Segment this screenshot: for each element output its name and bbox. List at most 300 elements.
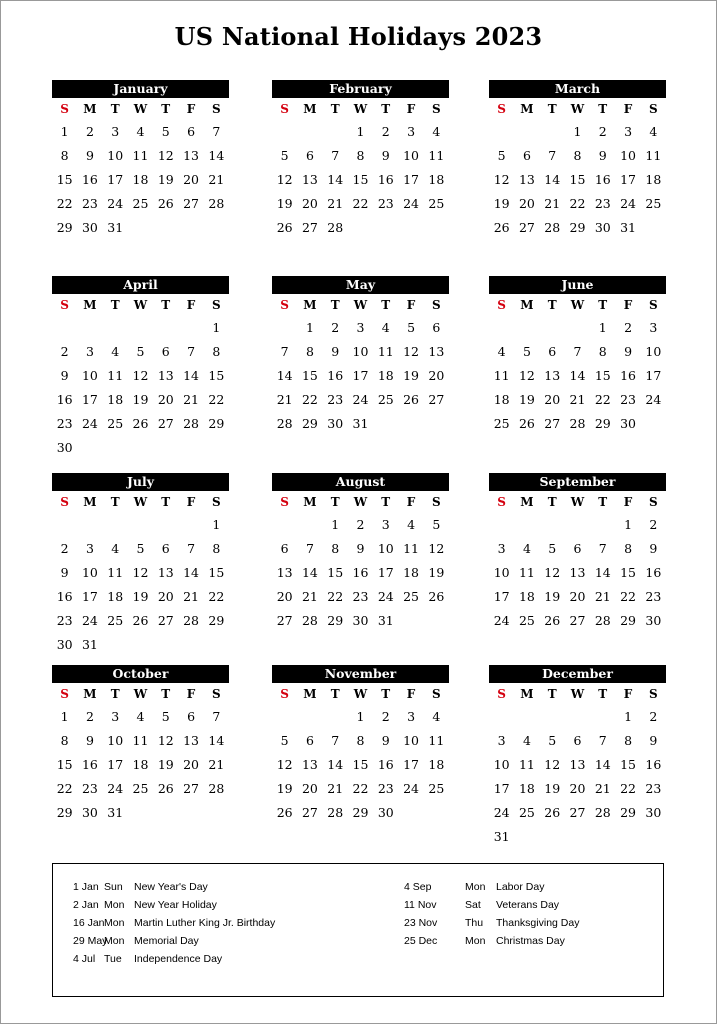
month-header: December bbox=[489, 665, 666, 683]
day-cell: 8 bbox=[305, 343, 314, 359]
week-row bbox=[272, 315, 449, 339]
day-cell: 30 bbox=[327, 415, 344, 431]
weekday-header-row bbox=[52, 295, 229, 315]
weekday-label: W bbox=[353, 687, 368, 701]
holiday-weekday: Sun bbox=[104, 881, 123, 893]
month-header: October bbox=[52, 665, 229, 683]
day-cell: 1 bbox=[624, 516, 633, 532]
day-cell: 13 bbox=[301, 756, 318, 772]
day-cell: 2 bbox=[381, 708, 390, 724]
day-cell: 20 bbox=[569, 588, 586, 604]
holiday-date: 25 Dec bbox=[404, 935, 438, 947]
weekday-label: S bbox=[648, 495, 658, 509]
day-cell: 9 bbox=[331, 343, 340, 359]
week-row bbox=[272, 387, 449, 411]
day-cell: 31 bbox=[352, 415, 369, 431]
day-cell: 31 bbox=[107, 804, 124, 820]
holiday-date: 4 Jul bbox=[73, 953, 96, 965]
weekday-label: S bbox=[431, 495, 441, 509]
day-cell: 16 bbox=[56, 588, 73, 604]
day-cell: 23 bbox=[377, 195, 394, 211]
day-cell: 18 bbox=[518, 588, 535, 604]
day-cell: 20 bbox=[428, 367, 445, 383]
weekday-label: M bbox=[303, 687, 317, 701]
weekday-label: T bbox=[161, 298, 171, 312]
day-cell: 11 bbox=[132, 147, 149, 163]
day-cell: 25 bbox=[132, 780, 149, 796]
day-cell: 1 bbox=[60, 123, 69, 139]
day-cell: 4 bbox=[111, 540, 120, 556]
day-cell: 2 bbox=[85, 708, 94, 724]
day-cell: 28 bbox=[327, 804, 344, 820]
day-cell: 24 bbox=[107, 195, 124, 211]
day-cell: 28 bbox=[301, 612, 318, 628]
day-cell: 30 bbox=[645, 804, 662, 820]
weekday-label: T bbox=[161, 495, 171, 509]
day-cell: 6 bbox=[432, 319, 441, 335]
day-cell: 10 bbox=[493, 756, 510, 772]
month-header: March bbox=[489, 80, 666, 98]
weekday-label: S bbox=[497, 495, 506, 509]
weekday-header-row bbox=[272, 684, 449, 704]
weekday-label: W bbox=[133, 495, 148, 509]
day-cell: 7 bbox=[573, 343, 582, 359]
day-cell: 30 bbox=[377, 804, 394, 820]
day-cell: 17 bbox=[493, 588, 510, 604]
week-row bbox=[272, 167, 449, 191]
weekday-label: M bbox=[83, 298, 97, 312]
week-row bbox=[489, 411, 666, 435]
weekday-label: S bbox=[211, 687, 221, 701]
day-cell: 10 bbox=[81, 564, 98, 580]
day-cell: 20 bbox=[157, 391, 174, 407]
day-cell: 20 bbox=[518, 195, 535, 211]
holiday-name: Thanksgiving Day bbox=[496, 917, 580, 929]
day-cell: 14 bbox=[276, 367, 293, 383]
week-row bbox=[272, 119, 449, 143]
day-cell: 7 bbox=[548, 147, 557, 163]
day-cell: 25 bbox=[518, 804, 535, 820]
weekday-label: S bbox=[648, 687, 658, 701]
holiday-name: Christmas Day bbox=[496, 935, 565, 947]
week-row bbox=[272, 143, 449, 167]
week-row bbox=[489, 584, 666, 608]
month-october bbox=[52, 665, 229, 824]
day-cell: 2 bbox=[649, 708, 658, 724]
weekday-label: W bbox=[570, 687, 585, 701]
weekday-label: T bbox=[598, 495, 608, 509]
day-cell: 21 bbox=[327, 780, 344, 796]
day-cell: 5 bbox=[161, 123, 170, 139]
day-cell: 31 bbox=[107, 219, 124, 235]
weekday-label: S bbox=[280, 687, 289, 701]
day-cell: 10 bbox=[81, 367, 98, 383]
day-cell: 27 bbox=[157, 415, 174, 431]
weekday-label: S bbox=[60, 102, 69, 116]
day-cell: 14 bbox=[183, 564, 199, 580]
day-cell: 19 bbox=[157, 756, 174, 772]
weekday-label: F bbox=[623, 687, 633, 701]
day-cell: 14 bbox=[594, 564, 611, 580]
day-cell: 30 bbox=[620, 415, 636, 431]
weekday-header-row bbox=[489, 684, 666, 704]
day-cell: 25 bbox=[377, 391, 394, 407]
day-cell: 29 bbox=[620, 612, 636, 628]
day-cell: 3 bbox=[624, 123, 633, 139]
month-header: August bbox=[272, 473, 449, 491]
day-cell: 3 bbox=[356, 319, 365, 335]
day-cell: 17 bbox=[620, 171, 636, 187]
weekday-label: T bbox=[547, 495, 557, 509]
month-header: April bbox=[52, 276, 229, 294]
week-row bbox=[272, 560, 449, 584]
weekday-label: T bbox=[598, 687, 608, 701]
weekday-label: F bbox=[406, 298, 416, 312]
day-cell: 29 bbox=[208, 612, 225, 628]
day-cell: 22 bbox=[620, 780, 636, 796]
day-cell: 18 bbox=[493, 391, 510, 407]
day-cell: 31 bbox=[81, 636, 98, 652]
day-cell: 9 bbox=[356, 540, 365, 556]
day-cell: 2 bbox=[649, 516, 658, 532]
day-cell: 27 bbox=[301, 804, 318, 820]
day-cell: 1 bbox=[624, 708, 633, 724]
day-cell: 19 bbox=[276, 780, 293, 796]
day-cell: 28 bbox=[569, 415, 586, 431]
day-cell: 23 bbox=[645, 588, 662, 604]
week-row bbox=[489, 536, 666, 560]
holiday-weekday: Sat bbox=[465, 899, 481, 911]
day-cell: 21 bbox=[544, 195, 561, 211]
day-cell: 14 bbox=[301, 564, 318, 580]
day-cell: 9 bbox=[60, 564, 69, 580]
day-cell: 11 bbox=[518, 564, 535, 580]
day-cell: 9 bbox=[381, 732, 390, 748]
week-row bbox=[489, 363, 666, 387]
day-cell: 7 bbox=[331, 147, 340, 163]
weekday-label: M bbox=[520, 687, 534, 701]
page-title: US National Holidays 2023 bbox=[174, 22, 543, 51]
weekday-label: W bbox=[570, 495, 585, 509]
day-cell: 15 bbox=[352, 756, 369, 772]
day-cell: 23 bbox=[594, 195, 611, 211]
day-cell: 3 bbox=[407, 708, 416, 724]
day-cell: 7 bbox=[305, 540, 314, 556]
day-cell: 8 bbox=[624, 540, 633, 556]
weekday-label: S bbox=[431, 687, 441, 701]
day-cell: 1 bbox=[212, 516, 221, 532]
week-row bbox=[272, 411, 449, 435]
day-cell: 14 bbox=[569, 367, 586, 383]
day-cell: 19 bbox=[403, 367, 419, 383]
day-cell: 29 bbox=[56, 804, 73, 820]
day-cell: 23 bbox=[327, 391, 344, 407]
holiday-weekday: Mon bbox=[104, 935, 125, 947]
day-cell: 18 bbox=[377, 367, 394, 383]
day-cell: 21 bbox=[208, 756, 225, 772]
day-cell: 10 bbox=[493, 564, 510, 580]
day-cell: 7 bbox=[212, 708, 221, 724]
day-cell: 10 bbox=[377, 540, 394, 556]
holiday-name: Labor Day bbox=[496, 881, 545, 893]
day-cell: 22 bbox=[620, 588, 636, 604]
day-cell: 29 bbox=[56, 219, 73, 235]
day-cell: 22 bbox=[569, 195, 586, 211]
day-cell: 21 bbox=[301, 588, 318, 604]
day-cell: 20 bbox=[183, 756, 199, 772]
month-may bbox=[272, 276, 449, 435]
weekday-header-row bbox=[489, 99, 666, 119]
day-cell: 3 bbox=[497, 540, 506, 556]
weekday-label: W bbox=[353, 298, 368, 312]
day-cell: 16 bbox=[81, 756, 98, 772]
week-row bbox=[489, 512, 666, 536]
day-cell: 15 bbox=[327, 564, 344, 580]
weekday-label: S bbox=[280, 298, 289, 312]
day-cell: 4 bbox=[522, 732, 531, 748]
weekday-label: F bbox=[186, 102, 196, 116]
weekday-label: S bbox=[60, 687, 69, 701]
day-cell: 23 bbox=[352, 588, 369, 604]
weekday-label: S bbox=[497, 687, 506, 701]
day-cell: 4 bbox=[381, 319, 390, 335]
day-cell: 8 bbox=[60, 732, 69, 748]
day-cell: 15 bbox=[569, 171, 586, 187]
weekday-header-row bbox=[272, 295, 449, 315]
weekday-header-row bbox=[489, 492, 666, 512]
day-cell: 7 bbox=[187, 540, 196, 556]
day-cell: 21 bbox=[327, 195, 344, 211]
day-cell: 3 bbox=[85, 343, 94, 359]
weekday-label: T bbox=[110, 495, 120, 509]
day-cell: 26 bbox=[132, 415, 149, 431]
day-cell: 29 bbox=[352, 804, 369, 820]
weekday-label: T bbox=[547, 687, 557, 701]
month-header: February bbox=[272, 80, 449, 98]
day-cell: 13 bbox=[569, 564, 586, 580]
holiday-date: 1 Jan bbox=[73, 881, 99, 893]
day-cell: 26 bbox=[157, 195, 174, 211]
holiday-date: 29 May bbox=[73, 935, 108, 947]
day-cell: 29 bbox=[208, 415, 225, 431]
day-cell: 4 bbox=[432, 123, 441, 139]
holiday-name: Independence Day bbox=[134, 953, 223, 965]
week-row bbox=[52, 632, 229, 656]
day-cell: 19 bbox=[132, 588, 149, 604]
weekday-label: T bbox=[330, 495, 340, 509]
weekday-label: S bbox=[497, 298, 506, 312]
day-cell: 8 bbox=[624, 732, 633, 748]
day-cell: 14 bbox=[208, 147, 225, 163]
day-cell: 9 bbox=[85, 147, 94, 163]
week-row bbox=[272, 704, 449, 728]
day-cell: 4 bbox=[136, 123, 145, 139]
month-january bbox=[52, 80, 229, 239]
day-cell: 28 bbox=[276, 415, 293, 431]
day-cell: 14 bbox=[183, 367, 199, 383]
day-cell: 29 bbox=[594, 415, 611, 431]
day-cell: 17 bbox=[493, 780, 510, 796]
week-row bbox=[489, 752, 666, 776]
day-cell: 11 bbox=[645, 147, 662, 163]
day-cell: 15 bbox=[594, 367, 611, 383]
day-cell: 10 bbox=[403, 732, 419, 748]
day-cell: 22 bbox=[594, 391, 611, 407]
day-cell: 17 bbox=[403, 756, 419, 772]
day-cell: 5 bbox=[407, 319, 416, 335]
day-cell: 31 bbox=[493, 828, 510, 844]
day-cell: 27 bbox=[569, 804, 586, 820]
day-cell: 1 bbox=[212, 319, 221, 335]
day-cell: 13 bbox=[157, 367, 174, 383]
day-cell: 23 bbox=[620, 391, 636, 407]
weekday-label: F bbox=[623, 102, 633, 116]
day-cell: 15 bbox=[620, 564, 636, 580]
day-cell: 19 bbox=[276, 195, 293, 211]
day-cell: 24 bbox=[493, 612, 510, 628]
month-december bbox=[489, 665, 666, 848]
weekday-label: W bbox=[133, 102, 148, 116]
day-cell: 10 bbox=[645, 343, 662, 359]
day-cell: 17 bbox=[81, 391, 98, 407]
day-cell: 9 bbox=[649, 540, 658, 556]
day-cell: 6 bbox=[280, 540, 289, 556]
day-cell: 25 bbox=[518, 612, 535, 628]
day-cell: 27 bbox=[157, 612, 174, 628]
day-cell: 27 bbox=[544, 415, 561, 431]
day-cell: 11 bbox=[107, 564, 124, 580]
day-cell: 4 bbox=[111, 343, 120, 359]
day-cell: 5 bbox=[497, 147, 506, 163]
holiday-date: 23 Nov bbox=[404, 917, 438, 929]
holiday-name: Veterans Day bbox=[496, 899, 560, 911]
weekday-label: T bbox=[598, 298, 608, 312]
day-cell: 23 bbox=[81, 780, 98, 796]
day-cell: 7 bbox=[598, 540, 607, 556]
month-header: November bbox=[272, 665, 449, 683]
weekday-label: M bbox=[83, 495, 97, 509]
day-cell: 25 bbox=[403, 588, 419, 604]
day-cell: 18 bbox=[428, 171, 445, 187]
day-cell: 13 bbox=[183, 732, 199, 748]
month-november bbox=[272, 665, 449, 824]
holiday-date: 4 Sep bbox=[404, 881, 432, 893]
holiday-weekday: Mon bbox=[104, 899, 125, 911]
day-cell: 6 bbox=[305, 147, 314, 163]
week-row bbox=[52, 608, 229, 632]
day-cell: 16 bbox=[327, 367, 344, 383]
weekday-label: S bbox=[211, 495, 221, 509]
holiday-weekday: Mon bbox=[465, 881, 486, 893]
day-cell: 18 bbox=[107, 588, 124, 604]
day-cell: 24 bbox=[352, 391, 369, 407]
week-row bbox=[272, 800, 449, 824]
day-cell: 22 bbox=[327, 588, 344, 604]
day-cell: 2 bbox=[624, 319, 633, 335]
week-row bbox=[489, 560, 666, 584]
day-cell: 30 bbox=[594, 219, 611, 235]
day-cell: 29 bbox=[569, 219, 586, 235]
day-cell: 26 bbox=[493, 219, 510, 235]
weekday-header-row bbox=[52, 492, 229, 512]
week-row bbox=[52, 536, 229, 560]
weekday-label: S bbox=[280, 495, 289, 509]
day-cell: 24 bbox=[81, 415, 98, 431]
weekday-header-row bbox=[272, 99, 449, 119]
day-cell: 17 bbox=[107, 171, 124, 187]
weekday-label: T bbox=[330, 298, 340, 312]
day-cell: 19 bbox=[428, 564, 445, 580]
weekday-label: F bbox=[623, 298, 633, 312]
day-cell: 13 bbox=[428, 343, 445, 359]
week-row bbox=[489, 119, 666, 143]
day-cell: 12 bbox=[544, 756, 561, 772]
day-cell: 1 bbox=[60, 708, 69, 724]
day-cell: 23 bbox=[645, 780, 662, 796]
holiday-name: Martin Luther King Jr. Birthday bbox=[134, 917, 276, 929]
day-cell: 12 bbox=[428, 540, 445, 556]
holiday-weekday: Tue bbox=[104, 953, 122, 965]
day-cell: 22 bbox=[208, 391, 225, 407]
week-row bbox=[52, 512, 229, 536]
day-cell: 12 bbox=[493, 171, 510, 187]
day-cell: 19 bbox=[544, 780, 561, 796]
day-cell: 22 bbox=[208, 588, 225, 604]
weekday-label: T bbox=[381, 102, 391, 116]
day-cell: 5 bbox=[136, 343, 145, 359]
weekday-label: M bbox=[83, 102, 97, 116]
week-row bbox=[52, 728, 229, 752]
weekday-label: T bbox=[110, 298, 120, 312]
day-cell: 8 bbox=[212, 540, 221, 556]
holiday-name: New Year Holiday bbox=[134, 899, 217, 911]
day-cell: 9 bbox=[60, 367, 69, 383]
weekday-label: S bbox=[497, 102, 506, 116]
weekday-label: S bbox=[280, 102, 289, 116]
weekday-label: T bbox=[161, 102, 171, 116]
week-row bbox=[52, 584, 229, 608]
day-cell: 30 bbox=[56, 636, 73, 652]
day-cell: 18 bbox=[132, 756, 149, 772]
day-cell: 19 bbox=[493, 195, 510, 211]
holiday-date: 11 Nov bbox=[404, 899, 437, 911]
week-row bbox=[489, 215, 666, 239]
day-cell: 25 bbox=[493, 415, 510, 431]
day-cell: 29 bbox=[620, 804, 636, 820]
day-cell: 26 bbox=[544, 612, 561, 628]
day-cell: 4 bbox=[407, 516, 416, 532]
day-cell: 16 bbox=[352, 564, 369, 580]
weekday-label: S bbox=[648, 102, 658, 116]
day-cell: 19 bbox=[544, 588, 561, 604]
day-cell: 6 bbox=[161, 540, 170, 556]
day-cell: 8 bbox=[331, 540, 340, 556]
day-cell: 3 bbox=[111, 123, 120, 139]
day-cell: 21 bbox=[183, 588, 199, 604]
weekday-header-row bbox=[489, 295, 666, 315]
day-cell: 28 bbox=[544, 219, 561, 235]
holidays-list bbox=[52, 863, 664, 997]
day-cell: 8 bbox=[356, 732, 365, 748]
day-cell: 9 bbox=[381, 147, 390, 163]
day-cell: 21 bbox=[594, 780, 611, 796]
day-cell: 23 bbox=[377, 780, 394, 796]
day-cell: 20 bbox=[569, 780, 586, 796]
month-june bbox=[489, 276, 666, 435]
day-cell: 26 bbox=[428, 588, 445, 604]
day-cell: 24 bbox=[403, 780, 419, 796]
weekday-label: T bbox=[598, 102, 608, 116]
